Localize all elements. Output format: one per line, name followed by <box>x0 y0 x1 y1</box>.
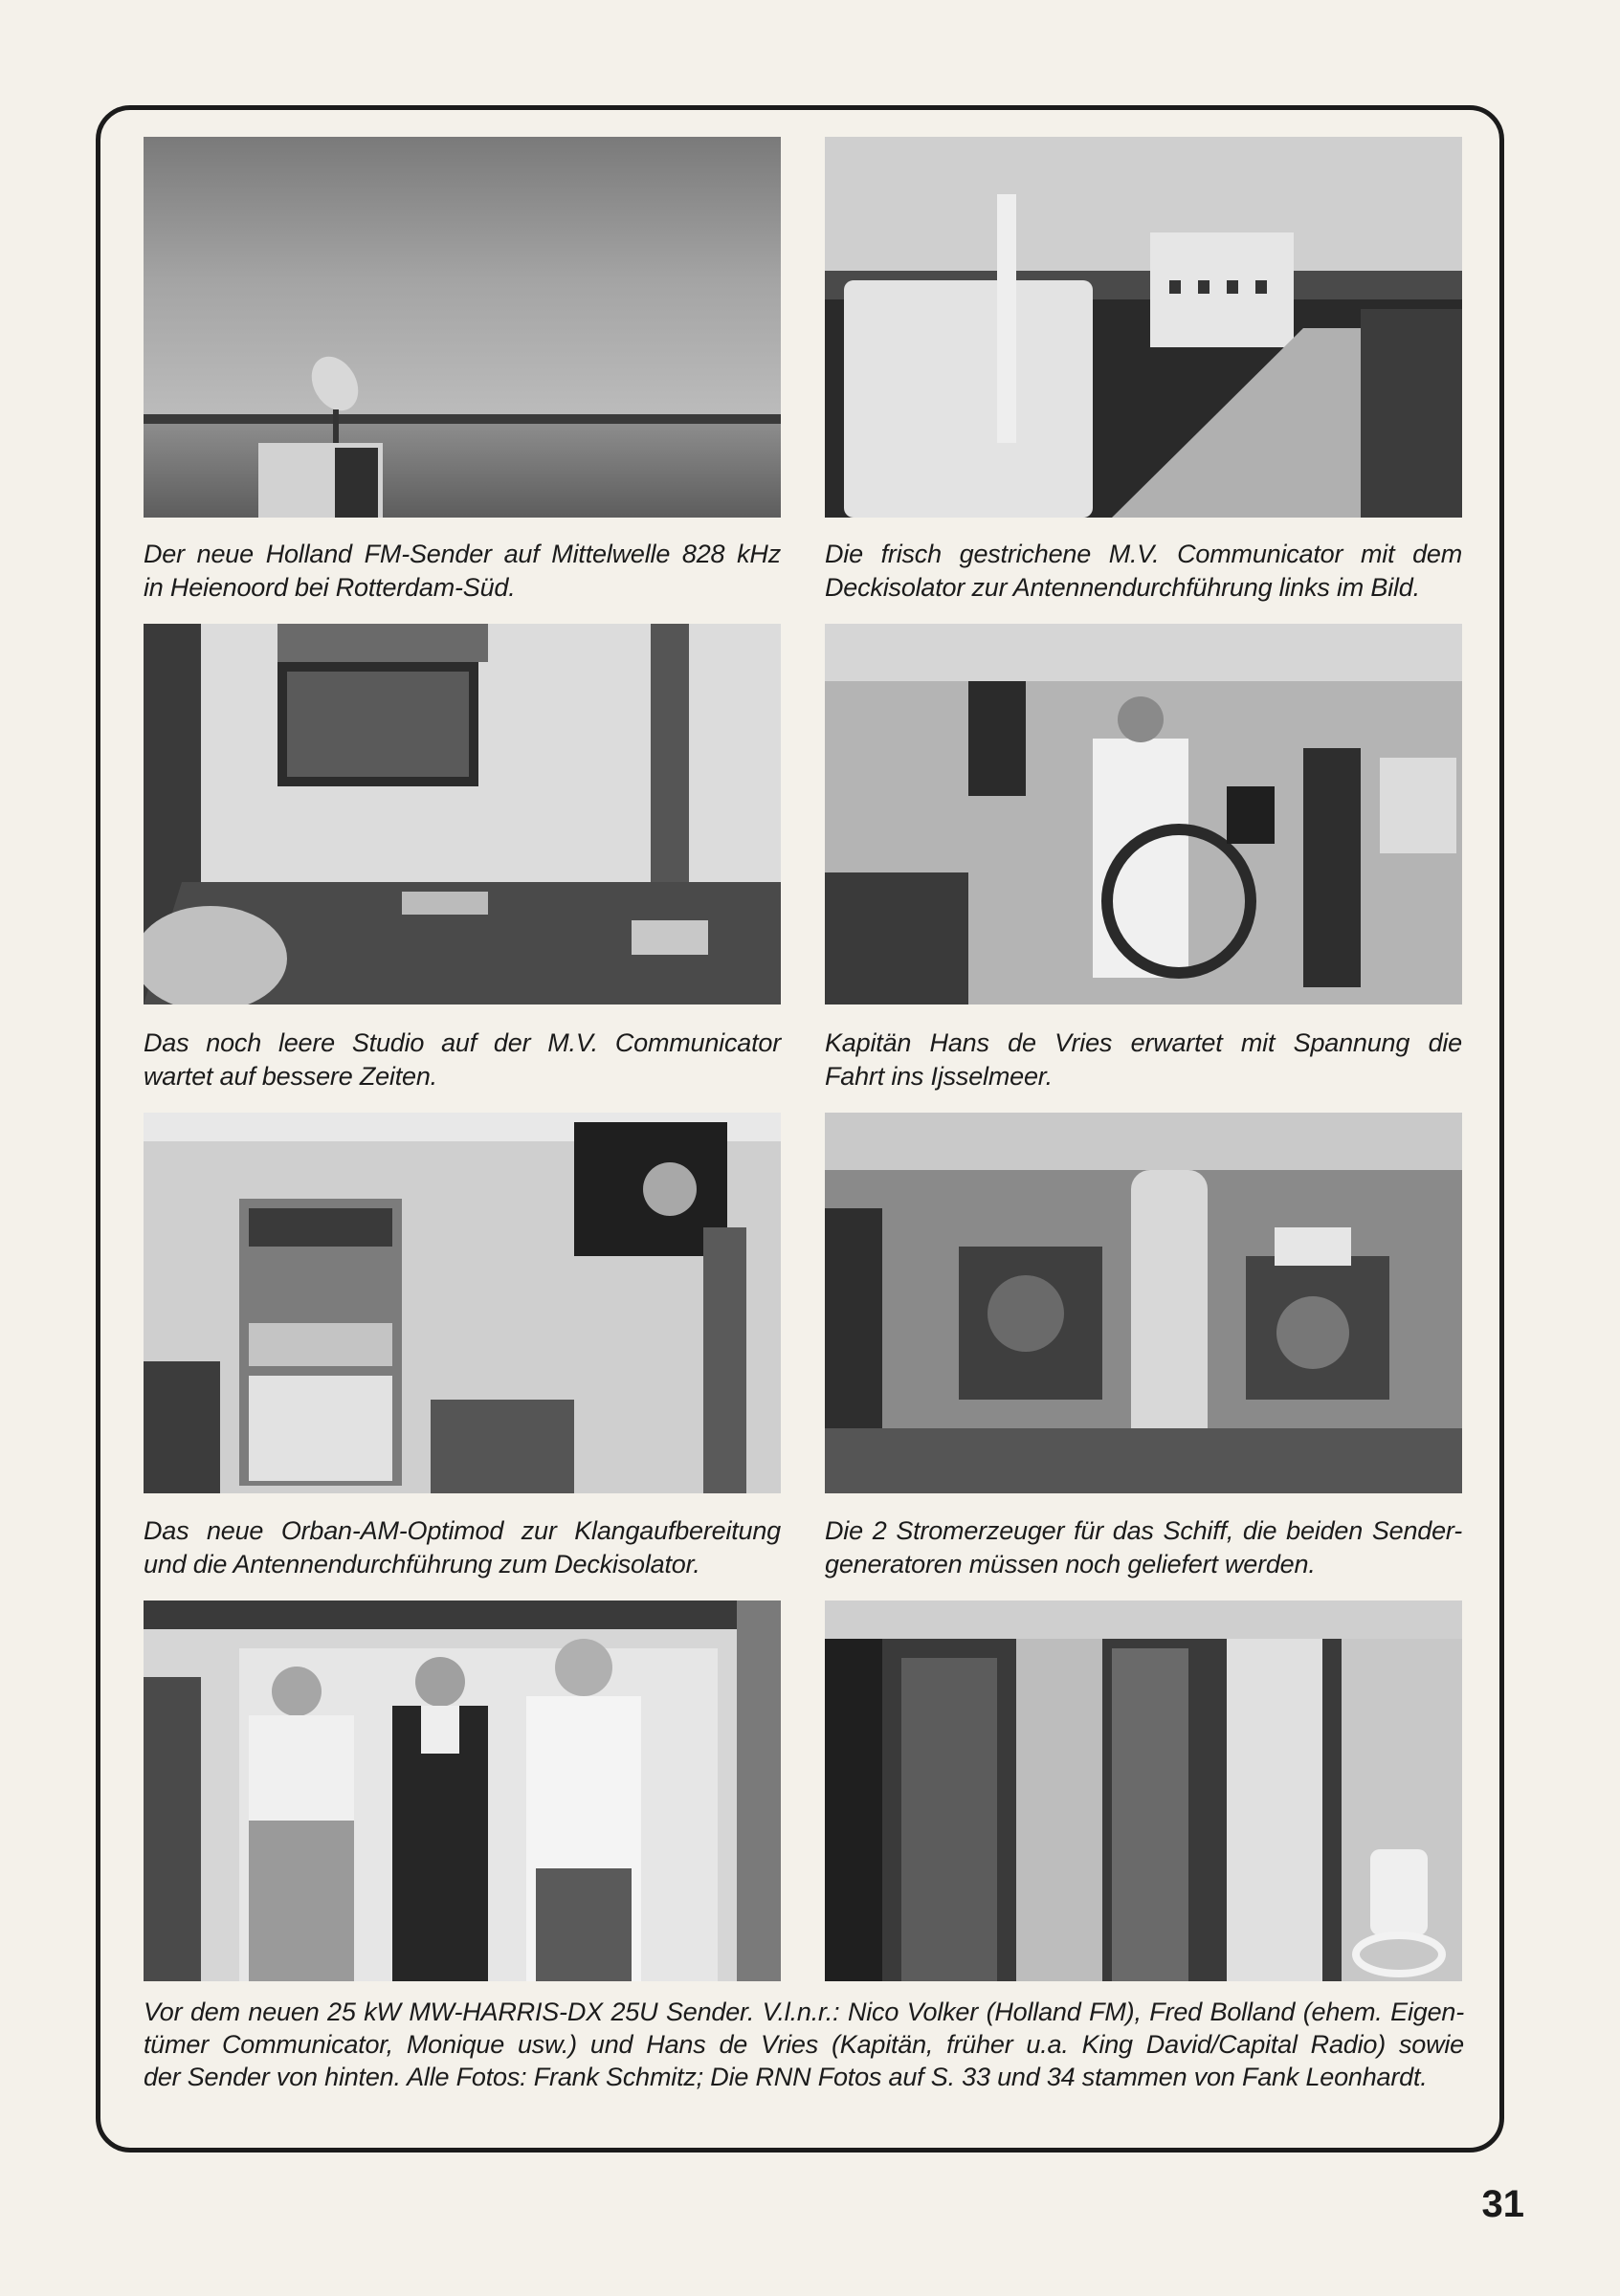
caption-line: Die 2 Stromerzeuger für das Schiff, die beiden Sender- <box>825 1516 1462 1545</box>
caption-photo-4 <box>825 1027 1462 1093</box>
caption-line: der Sender von hinten. Alle Fotos: Frank Schmitz; Die RNN Fotos auf S. 33 und 34 stammen von Fank Leonhardt. <box>144 2063 1428 2091</box>
caption-photo-3 <box>144 1027 781 1093</box>
caption-line: Kapitän Hans de Vries erwartet mit Spannung die <box>825 1028 1462 1057</box>
caption-line: und die Antennendurchführung zum Deckisolator. <box>144 1550 700 1578</box>
caption-line: wartet auf bessere Zeiten. <box>144 1062 437 1091</box>
photo-three-men-transmitter <box>144 1601 781 1981</box>
caption-line: tümer Communicator, Monique usw.) und Hans de Vries (Kapitän, früher u.a. King David/Capital Radio) sowie <box>144 2030 1464 2059</box>
caption-photo-6 <box>825 1514 1462 1581</box>
caption-line: in Heienoord bei Rotterdam-Süd. <box>144 573 516 602</box>
caption-line: Vor dem neuen 25 kW MW-HARRIS-DX 25U Sender. V.l.n.r.: Nico Volker (Holland FM), Fred Bolland (ehem. Eigen- <box>144 1998 1464 2026</box>
photo-captain-at-wheel <box>825 624 1462 1004</box>
caption-line: generatoren müssen noch geliefert werden. <box>825 1550 1316 1578</box>
caption-photo-1 <box>144 538 781 605</box>
photo-transmitter-site <box>144 137 781 518</box>
caption-line: Der neue Holland FM-Sender auf Mittelwelle 828 kHz <box>144 540 781 568</box>
caption-bottom <box>144 1996 1464 2093</box>
caption-photo-5 <box>144 1514 781 1581</box>
page-number: 31 <box>1481 2183 1524 2225</box>
caption-photo-2 <box>825 538 1462 605</box>
photo-optimod-rack <box>144 1113 781 1493</box>
caption-line: Fahrt ins Ijsselmeer. <box>825 1062 1053 1091</box>
photo-ship-deck <box>825 137 1462 518</box>
photo-empty-studio <box>144 624 781 1004</box>
photo-generators <box>825 1113 1462 1493</box>
caption-line: Deckisolator zur Antennendurchführung links im Bild. <box>825 573 1420 602</box>
caption-line: Das noch leere Studio auf der M.V. Communicator <box>144 1028 781 1057</box>
caption-line: Die frisch gestrichene M.V. Communicator mit dem <box>825 540 1462 568</box>
photo-transmitter-rear <box>825 1601 1462 1981</box>
caption-line: Das neue Orban-AM-Optimod zur Klangaufbereitung <box>144 1516 781 1545</box>
